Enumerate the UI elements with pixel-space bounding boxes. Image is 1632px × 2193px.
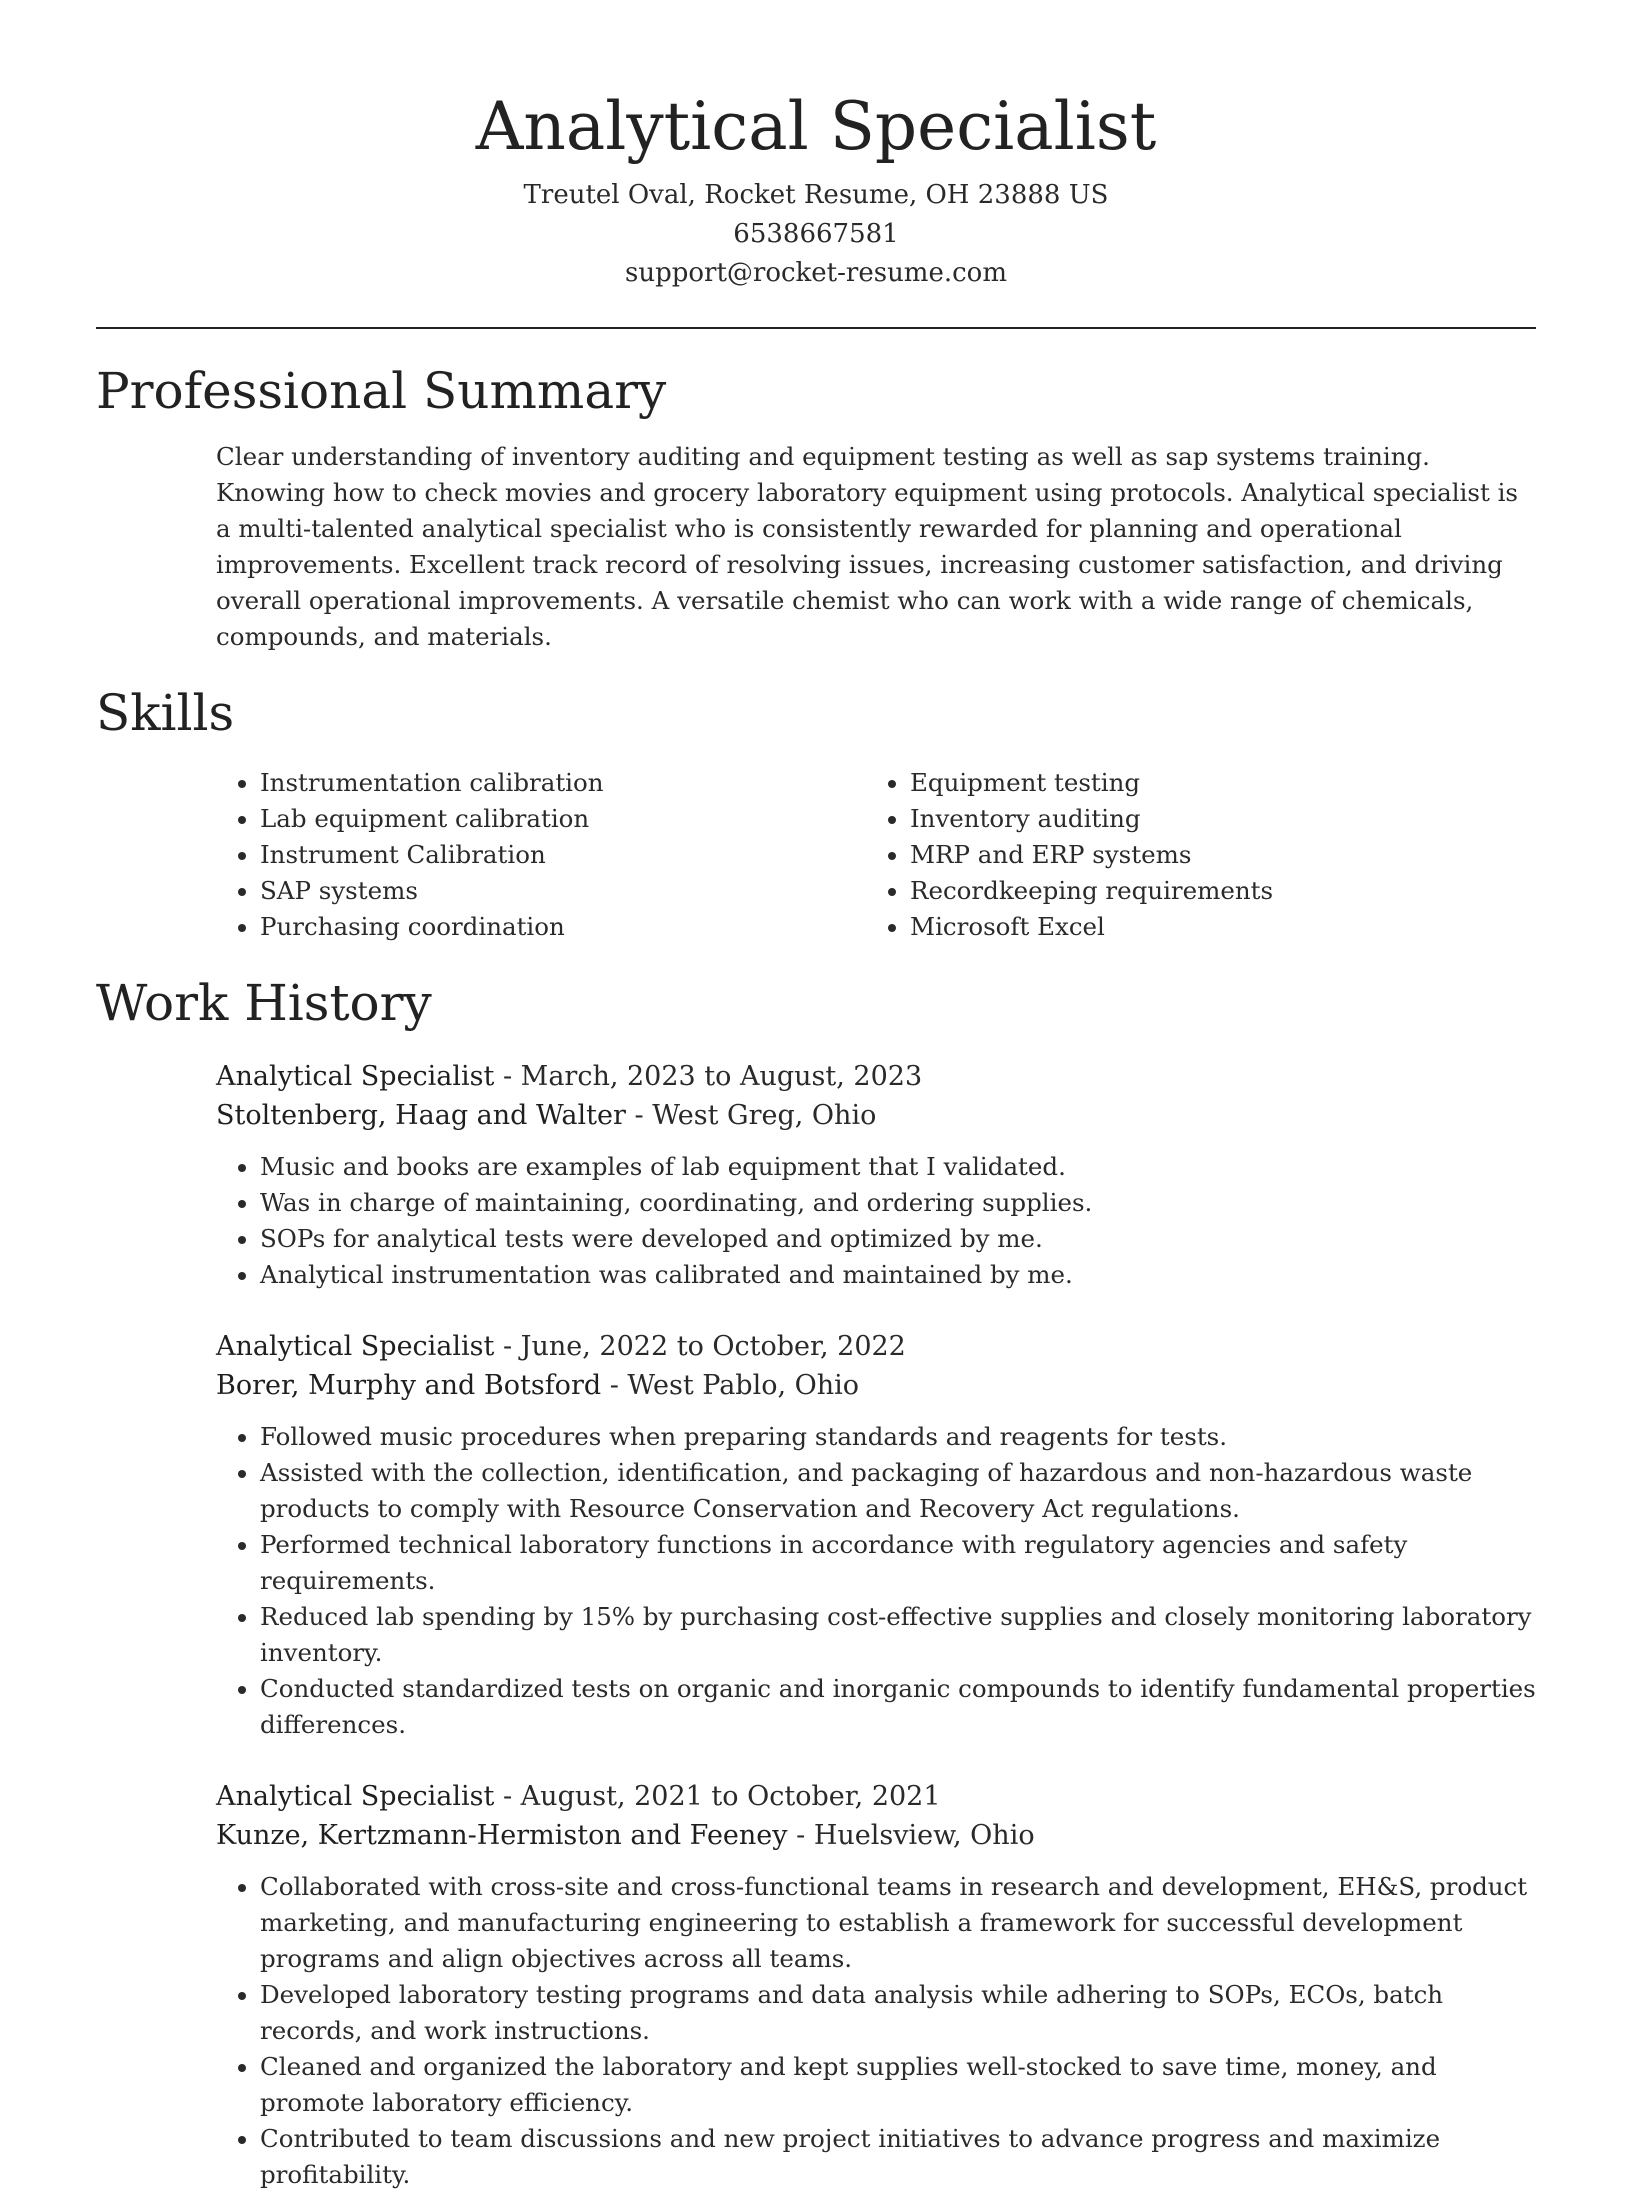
job-bullet: • Contributed to team discussions and new project initiatives to advance progress and maximize profitability. [260,2121,1536,2193]
job-responsibilities [216,1869,1536,2193]
work-history-heading: Work History [96,974,432,1032]
job-entry [216,1777,1536,2193]
job-responsibilities [216,1149,1536,1293]
job-title-line [216,1327,1536,1366]
job-dates: - August, 2021 to October, 2021 [494,1781,941,1812]
job-bullet: • SOPs for analytical tests were developed and optimized by me. [260,1221,1536,1257]
job-bullet: • Developed laboratory testing programs and data analysis while adhering to SOPs, ECOs, batch records, and work instructions. [260,1977,1536,2049]
skill-item: • Microsoft Excel [910,909,1516,945]
job-bullet: • Reduced lab spending by 15% by purchasing cost-effective supplies and closely monitoring laboratory inventory. [260,1599,1536,1671]
skills-column-left [216,765,866,945]
job-company-line [216,1096,1536,1135]
skill-item: • MRP and ERP systems [910,837,1516,873]
skill-item: • Recordkeeping requirements [910,873,1516,909]
job-bullet: • Was in charge of maintaining, coordinating, and ordering supplies. [260,1185,1536,1221]
job-bullet: • Analytical instrumentation was calibrated and maintained by me. [260,1257,1536,1293]
skill-item: • SAP systems [260,873,866,909]
skill-item: • Instrument Calibration [260,837,866,873]
job-responsibilities [216,1419,1536,1743]
job-role: Analytical Specialist [216,1331,495,1362]
resume-header [96,0,1536,293]
job-dates: - June, 2022 to October, 2022 [494,1331,906,1362]
resume-page [96,0,1536,2193]
summary-text: Clear understanding of inventory auditing and equipment testing as well as sap systems training. Knowing how to check movies and grocery laboratory equipment using protocols. Analytical specialist is a multi-talented analytical specialist who is consistently rewarded for planning and operational improvements. Excellent track record of resolving issues, increasing customer satisfaction, and driving overall operational improvements. A versatile chemist who can work with a wide range of chemicals, compounds, and materials. [216,442,1518,651]
job-company: Stoltenberg, Haag and Walter [216,1100,626,1131]
job-dates: - March, 2023 to August, 2023 [494,1061,923,1092]
skills-list [216,765,1536,945]
skill-item: • Purchasing coordination [260,909,866,945]
job-bullet: • Performed technical laboratory functions in accordance with regulatory agencies and safety requirements. [260,1527,1536,1599]
job-location: - Huelsview, Ohio [787,1820,1035,1851]
job-bullet: • Assisted with the collection, identification, and packaging of hazardous and non-hazardous waste products to comply with Resource Conservation and Recovery Act regulations. [260,1455,1536,1527]
skill-item: • Instrumentation calibration [260,765,866,801]
candidate-name: Analytical Specialist [475,88,1157,165]
job-entry [216,1327,1536,1743]
job-company-line [216,1366,1536,1405]
job-title-line [216,1777,1536,1816]
job-role: Analytical Specialist [216,1781,495,1812]
skills-heading: Skills [96,684,235,742]
job-company: Kunze, Kertzmann-Hermiston and Feeney [216,1820,788,1851]
skill-item: • Equipment testing [910,765,1516,801]
contact-phone: 6538667581 [733,219,899,249]
contact-address: Treutel Oval, Rocket Resume, OH 23888 US [523,180,1109,210]
job-company-line [216,1816,1536,1855]
job-company: Borer, Murphy and Botsford [216,1370,602,1401]
contact-email: support@rocket-resume.com [624,258,1007,288]
job-bullet: • Collaborated with cross-site and cross-functional teams in research and development, EH&S, product marketing, and manufacturing engineering to establish a framework for successful development programs and align objectives across all teams. [260,1869,1536,1977]
job-location: - West Pablo, Ohio [601,1370,860,1401]
header-divider [96,327,1536,329]
job-bullet: • Music and books are examples of lab equipment that I validated. [260,1149,1536,1185]
job-bullet: • Followed music procedures when preparing standards and reagents for tests. [260,1419,1536,1455]
job-entry [216,1057,1536,1293]
job-role: Analytical Specialist [216,1061,495,1092]
job-title-line [216,1057,1536,1096]
skills-column-right [866,765,1516,945]
job-bullet: • Cleaned and organized the laboratory and kept supplies well-stocked to save time, money, and promote laboratory efficiency. [260,2049,1536,2121]
summary-heading: Professional Summary [96,362,667,420]
skill-item: • Inventory auditing [910,801,1516,837]
job-location: - West Greg, Ohio [625,1100,877,1131]
skill-item: • Lab equipment calibration [260,801,866,837]
job-bullet: • Conducted standardized tests on organic and inorganic compounds to identify fundamental properties differences. [260,1671,1536,1743]
